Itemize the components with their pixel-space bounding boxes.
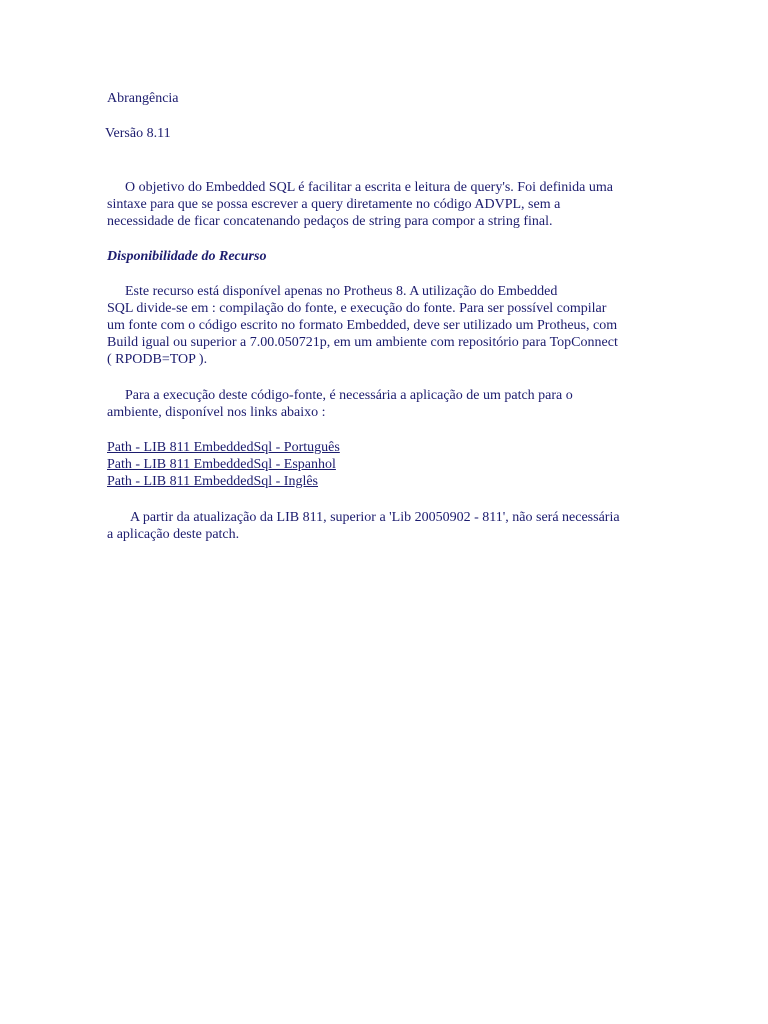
intro-line-3: necessidade de ficar concatenando pedaços de string para compor a string final. — [107, 214, 553, 229]
availability-line-4: Build igual ou superior a 7.00.050721p, em um ambiente com repositório para TopConnect — [107, 335, 618, 350]
section-title: Abrangência — [107, 91, 179, 106]
patch-link-portugues[interactable]: Path - LIB 811 EmbeddedSql - Português — [107, 440, 340, 455]
execution-line-2: ambiente, disponível nos links abaixo : — [107, 405, 326, 420]
patch-link-ingles[interactable]: Path - LIB 811 EmbeddedSql - Inglês — [107, 474, 319, 489]
intro-line-1: O objetivo do Embedded SQL é facilitar a escrita e leitura de query's. Foi definida uma — [125, 180, 613, 195]
availability-line-3: um fonte com o código escrito no formato Embedded, deve ser utilizado um Protheus, com — [107, 318, 618, 333]
intro-line-2: sintaxe para que se possa escrever a query diretamente no código ADVPL, sem a — [107, 197, 561, 212]
availability-line-5: ( RPODB=TOP ). — [107, 352, 208, 367]
note-line-1: A partir da atualização da LIB 811, superior a 'Lib 20050902 - 811', não será necessária — [130, 510, 620, 525]
execution-line-1: Para a execução deste código-fonte, é necessária a aplicação de um patch para o — [125, 388, 573, 403]
version-label: Versão 8.11 — [105, 126, 171, 141]
availability-line-1: Este recurso está disponível apenas no Protheus 8. A utilização do Embedded — [125, 284, 558, 299]
availability-line-2: SQL divide-se em : compilação do fonte, e execução do fonte. Para ser possível compilar — [107, 301, 607, 316]
patch-link-espanhol[interactable]: Path - LIB 811 EmbeddedSql - Espanhol — [107, 457, 336, 472]
availability-heading: Disponibilidade do Recurso — [107, 249, 267, 264]
note-line-2: a aplicação deste patch. — [107, 527, 240, 542]
